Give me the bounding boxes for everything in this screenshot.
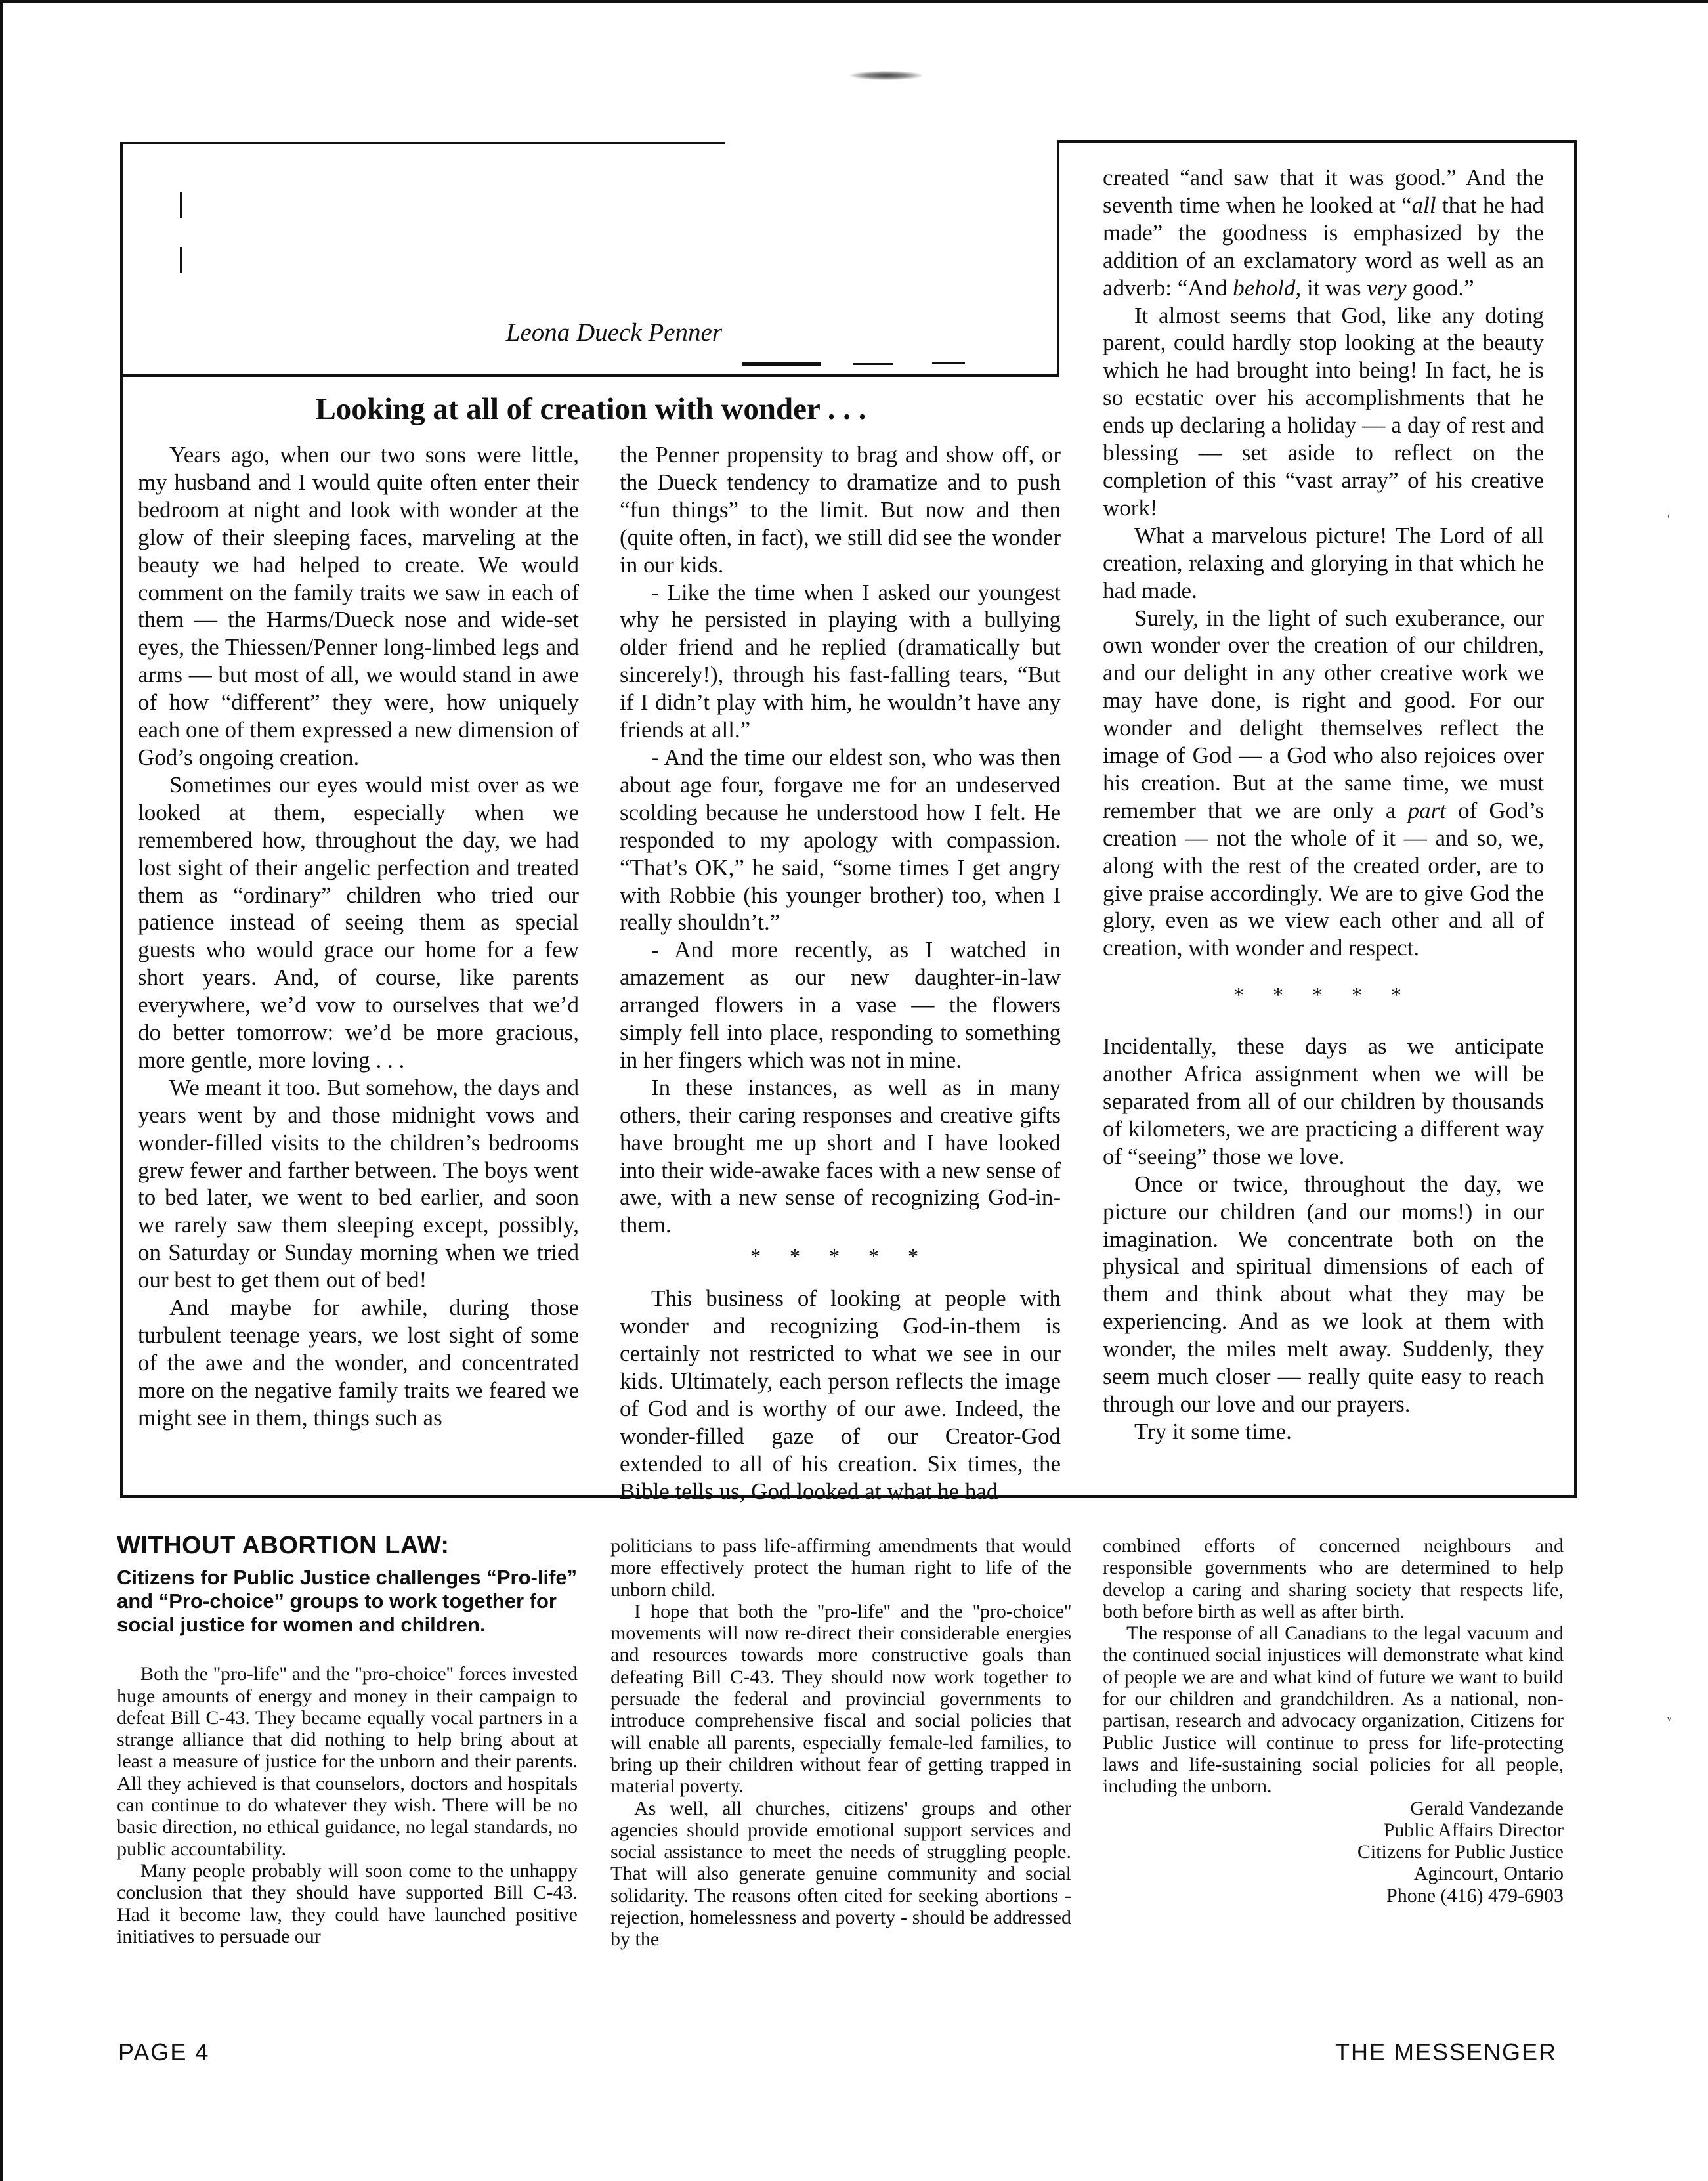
paragraph: I hope that both the ''pro-life'' and the ''pro-choice'' movements will now re-direct their considerable energies and resources towards more constructive goals than defeating Bill C-43. They should now work together to persuade the federal and provincial governments to introduce comprehensive fiscal and social policies that will enable all parents, especially female-led families, to bring up their children without fear of getting trapped in material poverty. — [610, 1600, 1071, 1798]
publication-name: THE MESSENGER — [1334, 2039, 1557, 2065]
paragraph: It almost seems that God, like any doting parent, could hardly stop looking at the beauty which he had brought into being! In fact, he is so ecstatic over his accomplishments that he ends up declaring a holiday — a day of rest and blessing — set aside to reflect on the completion of this “vast array” of his creative work! — [1103, 302, 1544, 521]
paragraph: created “and saw that it was good.” And the seventh time when he looked at “all that he had made” the goodness is emphasized by the addition of an exclamatory word as well as an adverb: “And behold, it was very good.” — [1103, 165, 1544, 301]
signature-name: Gerald Vandezande — [1410, 1797, 1564, 1819]
section-break-stars: * * * * * — [1233, 983, 1413, 1007]
paragraph: Many people probably will soon come to the unhappy conclusion that they should have supported Bill C-43. Had it become law, they could have launched positive initiatives to persuade our — [117, 1859, 578, 1947]
signature-location: Agincourt, Ontario — [1413, 1863, 1564, 1885]
article-byline: Leona Dueck Penner — [505, 318, 722, 347]
byline-underline-2 — [853, 363, 893, 365]
paragraph: This business of looking at people with wonder and recognizing God-in-them is certainly not restricted to what we see in our kids. Ultimately, each person reflects the image of God and is worthy of our awe. Indeed, the wonder-filled gaze of our Creator-God extended to all of his creation. Six times, the Bible tells us, God looked at what he had — [620, 1285, 1061, 1504]
signature-organization: Citizens for Public Justice — [1357, 1841, 1564, 1863]
article-title: Looking at all of creation with wonder . . . — [315, 392, 866, 426]
byline-underline — [742, 362, 821, 366]
paragraph: Incidentally, these days as we anticipate another Africa assignment when we will be separated from all of our children by thousands of kilometers, we are practicing a different way of “seeing” those we love. — [1103, 1033, 1544, 1169]
signature-block — [1103, 1798, 1564, 1907]
frame-top-right-step — [1057, 142, 1059, 377]
paragraph: Years ago, when our two sons were little, my husband and I would quite often enter their bedroom at night and look with wonder at the glow of their sleeping faces, marveling at the beauty we had helped to create. We would comment on the family traits we saw in each of them — the Harms/Dueck nose and wide-set eyes, the Thiessen/Penner long-limbed legs and arms — but most of all, we would stand in awe of how “different” they were, how uniquely each one of them expressed a new dimension of God’s ongoing creation. — [138, 442, 579, 770]
article-column-2 — [620, 441, 1061, 1505]
paragraph: Once or twice, throughout the day, we picture our children (and our moms!) in our imagination. We concentrate both on the physical and spiritual dimensions of each of them and think about what they may be experiencing. And as we look at them with wonder, the miles melt away. Suddenly, they seem much closer — really quite easy to reach through our love and our prayers. — [1103, 1171, 1544, 1417]
paragraph: Surely, in the light of such exuberance, our own wonder over the creation of our children, and our delight in any other creative work we may have done, is right and good. For our wonder and delight themselves reflect the image of God — a God who also rejoices over his creation. But at the same time, we must remember that we are only a part of God’s creation — not the whole of it — and so, we, along with the rest of the created order, are to give praise accordingly. We are to give God the glory, even as we view each other and all of creation, with wonder and respect. — [1103, 605, 1545, 961]
notice-column-3 — [1103, 1535, 1564, 1907]
paragraph: - Like the time when I asked our youngest why he persisted in playing with a bullying older friend and he replied (dramatically but sincerely!), through his fast-falling tears, “But if I didn’t play with him, he wouldn’t have any friends at all.” — [620, 579, 1061, 743]
notice-headline: WITHOUT ABORTION LAW: — [117, 1532, 450, 1559]
paragraph: combined efforts of concerned neighbours and responsible governments who are determined to help develop a caring and sharing society that respects life, both before birth as well as after birth. — [1103, 1535, 1564, 1622]
notice-subhead: Citizens for Public Justice challenges “Pro-life” and “Pro-choice” groups to work together for social justice for women and children. — [117, 1566, 578, 1637]
paragraph: In these instances, as well as in many others, their caring responses and creative gifts have brought me up short and I have looked into their wide-awake faces with a new sense of awe, with a new sense of recognizing God-in-them. — [620, 1074, 1061, 1238]
scan-mark: ᵛ — [1667, 1714, 1671, 1728]
notice-column-2 — [610, 1535, 1071, 1951]
paragraph: Try it some time. — [1134, 1418, 1292, 1444]
text-cursor-mark — [180, 247, 182, 273]
paragraph: Sometimes our eyes would mist over as we looked at them, especially when we remembered how, throughout the day, we had lost sight of their angelic perfection and treated them as “ordinary” children who tried our patience instead of seeing them as special guests who would grace our home for a few short years. And, of course, like parents everywhere, we’d vow to ourselves that we’d do better tomorrow: we’d be more gracious, more gentle, more loving . . . — [138, 771, 579, 1073]
paragraph: Both the ''pro-life'' and the ''pro-choice'' forces invested huge amounts of energy and money in their campaign to defeat Bill C-43. They became equally vocal partners in a strange alliance that did nothing to help bring about at least a measure of justice for the unborn and their parents. All they achieved is that counselors, doctors and hospitals can continue to do whatever they wish. There will be no basic direction, no ethical guidance, no legal standards, no public accountability. — [117, 1663, 578, 1860]
signature-phone: Phone (416) 479-6903 — [1386, 1884, 1564, 1907]
paragraph: We meant it too. But somehow, the days and years went by and those midnight vows and wonder-filled visits to the children’s bedrooms grew fewer and farther between. The boys went to bed later, we went to bed earlier, and soon we rarely saw them sleeping except, possibly, on Saturday or Sunday morning when we tried our best to get them out of bed! — [138, 1074, 579, 1293]
frame-top-right — [1057, 140, 1575, 143]
page-number: PAGE 4 — [118, 2039, 210, 2065]
text-cursor-mark — [180, 192, 182, 218]
frame-left — [120, 142, 123, 1498]
page-left-rule — [0, 0, 3, 2181]
scan-mark: ʹ — [1667, 512, 1671, 527]
paragraph: politicians to pass life-affirming amendments that would more effectively protect the human right to life of the unborn child. — [610, 1535, 1071, 1601]
frame-right — [1574, 140, 1577, 1498]
frame-top-left — [120, 142, 725, 144]
notice-column-1 — [117, 1532, 578, 1947]
section-break-stars: * * * * * — [750, 1244, 930, 1268]
paragraph: What a marvelous picture! The Lord of all creation, relaxing and glorying in that which he had made. — [1103, 522, 1544, 603]
signature-title: Public Affairs Director — [1383, 1819, 1564, 1841]
paragraph: The response of all Canadians to the legal vacuum and the continued social injustices will demonstrate what kind of people we are and what kind of future we want to build for our children and grandchildren. As a national, non-partisan, research and advocacy organization, Citizens for Public Justice will continue to press for life-protecting laws and life-sustaining social policies for all people, including the unborn. — [1103, 1622, 1564, 1798]
byline-underline-3 — [932, 362, 965, 364]
paragraph: - And more recently, as I watched in amazement as our new daughter-in-law arranged flowers in a vase — the flowers simply fell into place, responding to something in her fingers which was not in mine. — [620, 937, 1061, 1073]
paragraph: - And the time our eldest son, who was then about age four, forgave me for an undeserved scolding because he understood how I felt. He responded to my apology with compassion. “That’s OK,” he said, “some times I get angry with Robbie (his younger brother) too, when I really shouldn’t.” — [620, 744, 1061, 936]
paragraph: As well, all churches, citizens' groups and other agencies should provide emotional support services and social assistance to meet the needs of struggling people. That will also generate genuine community and social solidarity. The reasons often cited for seeking abortions - rejection, homelessness and poverty - should be addressed by the — [610, 1797, 1071, 1951]
frame-mid — [120, 374, 1059, 377]
scan-smudge — [850, 71, 922, 80]
paragraph: the Penner propensity to brag and show off, or the Dueck tendency to dramatize and to push “fun things” to the limit. But now and then (quite often, in fact), we still did see the wonder in our kids. — [620, 442, 1061, 578]
paragraph: And maybe for awhile, during those turbulent teenage years, we lost sight of some of the awe and the wonder, and concentrated more on the negative family traits we feared we might see in them, things such as — [138, 1295, 579, 1431]
article-column-3 — [1103, 164, 1544, 1446]
page-top-rule — [0, 0, 1708, 3]
article-column-1 — [138, 441, 579, 1432]
